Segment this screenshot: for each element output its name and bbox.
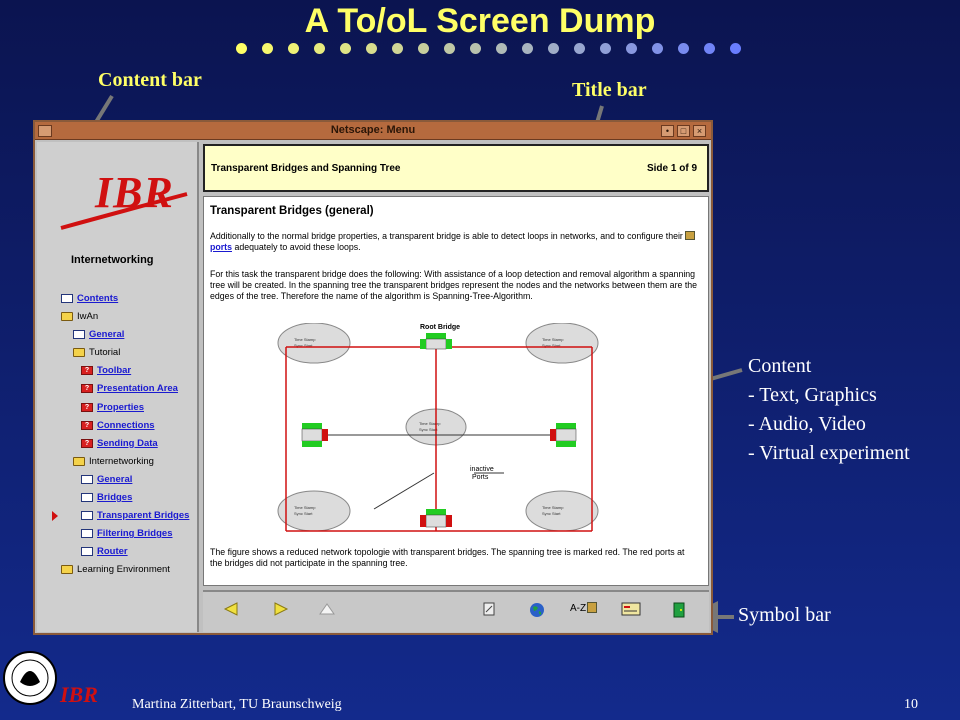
network-diagram (274, 323, 614, 538)
sidebar-item (37, 455, 199, 473)
folder-icon (61, 312, 73, 321)
content-callout-heading: Content (748, 355, 812, 377)
footer-author: Martina Zitterbart, TU Braunschweig (132, 697, 342, 712)
sidebar-item-label[interactable]: Toolbar (97, 365, 132, 377)
sidebar-nav (37, 292, 199, 582)
network-cloud (278, 323, 350, 363)
title-bar-frame (203, 144, 709, 192)
svg-text:Time Stamp: Time Stamp (419, 421, 441, 426)
content-callout-item: - Audio, Video (748, 413, 866, 435)
slide-title: A To/oL Screen Dump (304, 2, 656, 40)
symbol-bar-callout: Symbol bar (738, 604, 831, 626)
sidebar-item-label[interactable]: Filtering Bridges (97, 528, 173, 540)
folder-icon (73, 348, 85, 357)
document-icon (73, 330, 85, 339)
document-icon (61, 294, 73, 303)
sidebar-item (37, 310, 199, 328)
sidebar-item (37, 563, 199, 581)
sidebar-item-label: IwAn (77, 311, 99, 323)
sidebar-item-label[interactable]: General (97, 473, 133, 485)
sidebar-item[interactable] (37, 328, 199, 346)
sidebar-item[interactable] (37, 509, 199, 527)
sidebar-item[interactable] (37, 364, 199, 382)
content-paragraph: For this task the transparent bridge does the following: With assistance of a loop detection and removal algorithm a spanning tree will be created. In the spanning tree the transparent bridges represent the nodes and the networks between them are the edges of the tree. Therefore the name of the algorithm is Spanning-Tree-Algorithm. (210, 269, 698, 301)
ibr-logo: IBR (95, 168, 174, 217)
index-label: A-Z (570, 603, 587, 614)
sidebar-item-label[interactable]: Bridges (97, 492, 133, 504)
svg-text:Time Stamp: Time Stamp (542, 337, 564, 342)
bridge-node (302, 423, 328, 447)
paragraph-text: adequately to avoid these loops. (232, 241, 361, 252)
svg-text:Sync Start: Sync Start (294, 343, 313, 348)
sidebar-item[interactable] (37, 382, 199, 400)
ports-link[interactable]: ports (210, 241, 232, 252)
close-icon[interactable]: × (693, 125, 706, 137)
content-callout-item: - Virtual experiment (748, 442, 910, 464)
footer-page-number: 10 (904, 697, 918, 712)
question-icon: ? (81, 421, 93, 430)
paragraph-text: Additionally to the normal bridge properties, a transparent bridge is able to detect loops in networks, and to configure their (210, 231, 686, 241)
sidebar-item-label[interactable]: Transparent Bridges (97, 510, 190, 522)
svg-text:Time Stamp: Time Stamp (294, 505, 316, 510)
page-title: Transparent Bridges and Spanning Tree (211, 163, 401, 174)
sidebar-item-label: Learning Environment (77, 564, 170, 576)
index-icon[interactable] (570, 602, 597, 614)
minimize-icon[interactable]: • (661, 125, 674, 137)
question-icon: ? (81, 384, 93, 393)
sidebar-item-label[interactable]: Properties (97, 401, 144, 413)
sidebar-item[interactable] (37, 545, 199, 563)
svg-text:Time Stamp: Time Stamp (294, 337, 316, 342)
document-icon (81, 547, 93, 556)
up-arrow-icon[interactable] (319, 602, 335, 616)
content-frame (203, 196, 709, 586)
sidebar-item-label[interactable]: Presentation Area (97, 383, 178, 395)
bridge-node (420, 509, 452, 527)
content-heading: Transparent Bridges (general) (210, 205, 374, 217)
sidebar-item[interactable] (37, 292, 199, 310)
sidebar-item (37, 346, 199, 364)
svg-text:Sync Start: Sync Start (542, 343, 561, 348)
sidebar-item-label[interactable]: Contents (77, 293, 119, 304)
sidebar-item-label[interactable]: Connections (97, 419, 155, 431)
document-icon (81, 511, 93, 520)
question-icon: ? (81, 439, 93, 448)
symbol-bar (203, 590, 709, 632)
content-paragraph (210, 231, 698, 253)
window-title: Netscape: Menu (330, 124, 416, 136)
sidebar-item[interactable] (37, 401, 199, 419)
inactive-ports-label: Ports (472, 474, 489, 481)
svg-text:Sync Start: Sync Start (419, 427, 438, 432)
book-icon (685, 231, 695, 240)
maximize-icon[interactable]: □ (677, 125, 690, 137)
university-seal-icon (2, 648, 58, 708)
content-bar (37, 142, 199, 632)
forward-arrow-icon[interactable] (273, 602, 289, 616)
back-arrow-icon[interactable] (223, 602, 239, 616)
sidebar-item[interactable] (37, 491, 199, 509)
sidebar-item-label[interactable]: Sending Data (97, 437, 158, 449)
sidebar-item-label[interactable]: Router (97, 546, 128, 558)
network-cloud (526, 323, 598, 363)
sidebar-item[interactable] (37, 419, 199, 437)
question-icon: ? (81, 403, 93, 412)
content-callout-item: - Text, Graphics (748, 384, 877, 406)
browser-window (33, 120, 713, 635)
title-bar-callout: Title bar (572, 79, 647, 101)
window-titlebar[interactable] (35, 122, 711, 140)
notes-icon[interactable] (483, 602, 495, 616)
bridge-node (550, 423, 576, 447)
document-icon (81, 475, 93, 484)
inactive-ports-label: inactive (470, 466, 494, 473)
inactive-port-pointer (374, 473, 434, 509)
sidebar-item-label: Tutorial (89, 347, 121, 359)
exit-door-icon[interactable] (673, 602, 685, 618)
sidebar-item-label: Internetworking (89, 455, 154, 467)
network-cloud (526, 491, 598, 531)
content-bar-callout: Content bar (98, 69, 202, 91)
footer-ibr-logo: IBR (60, 682, 98, 707)
document-icon (81, 529, 93, 538)
root-bridge-label: Root Bridge (420, 324, 461, 331)
current-page-marker-icon (52, 511, 58, 521)
folder-icon (61, 565, 73, 574)
sidebar-item[interactable] (37, 437, 199, 455)
folder-icon (73, 457, 85, 466)
page-counter: Side 1 of 9 (646, 163, 697, 174)
document-icon (81, 493, 93, 502)
question-icon: ? (81, 366, 93, 375)
content-paragraph: The figure shows a reduced network topologie with transparent bridges. The spanning tree is marked red. The red ports at the bridges did not participate in the spanning tree. (210, 547, 685, 568)
card-icon[interactable] (621, 602, 641, 616)
sidebar-item[interactable] (37, 473, 199, 491)
sidebar-item-label[interactable]: General (89, 329, 125, 341)
bridge-node (420, 333, 452, 349)
sidebar-section-title: Internetworking (71, 254, 154, 266)
globe-icon[interactable] (529, 602, 545, 618)
svg-text:Sync Start: Sync Start (542, 511, 561, 516)
sidebar-item[interactable] (37, 527, 199, 545)
svg-text:Sync Start: Sync Start (294, 511, 313, 516)
network-cloud (278, 491, 350, 531)
svg-text:Time Stamp: Time Stamp (542, 505, 564, 510)
network-clouds (278, 323, 598, 531)
